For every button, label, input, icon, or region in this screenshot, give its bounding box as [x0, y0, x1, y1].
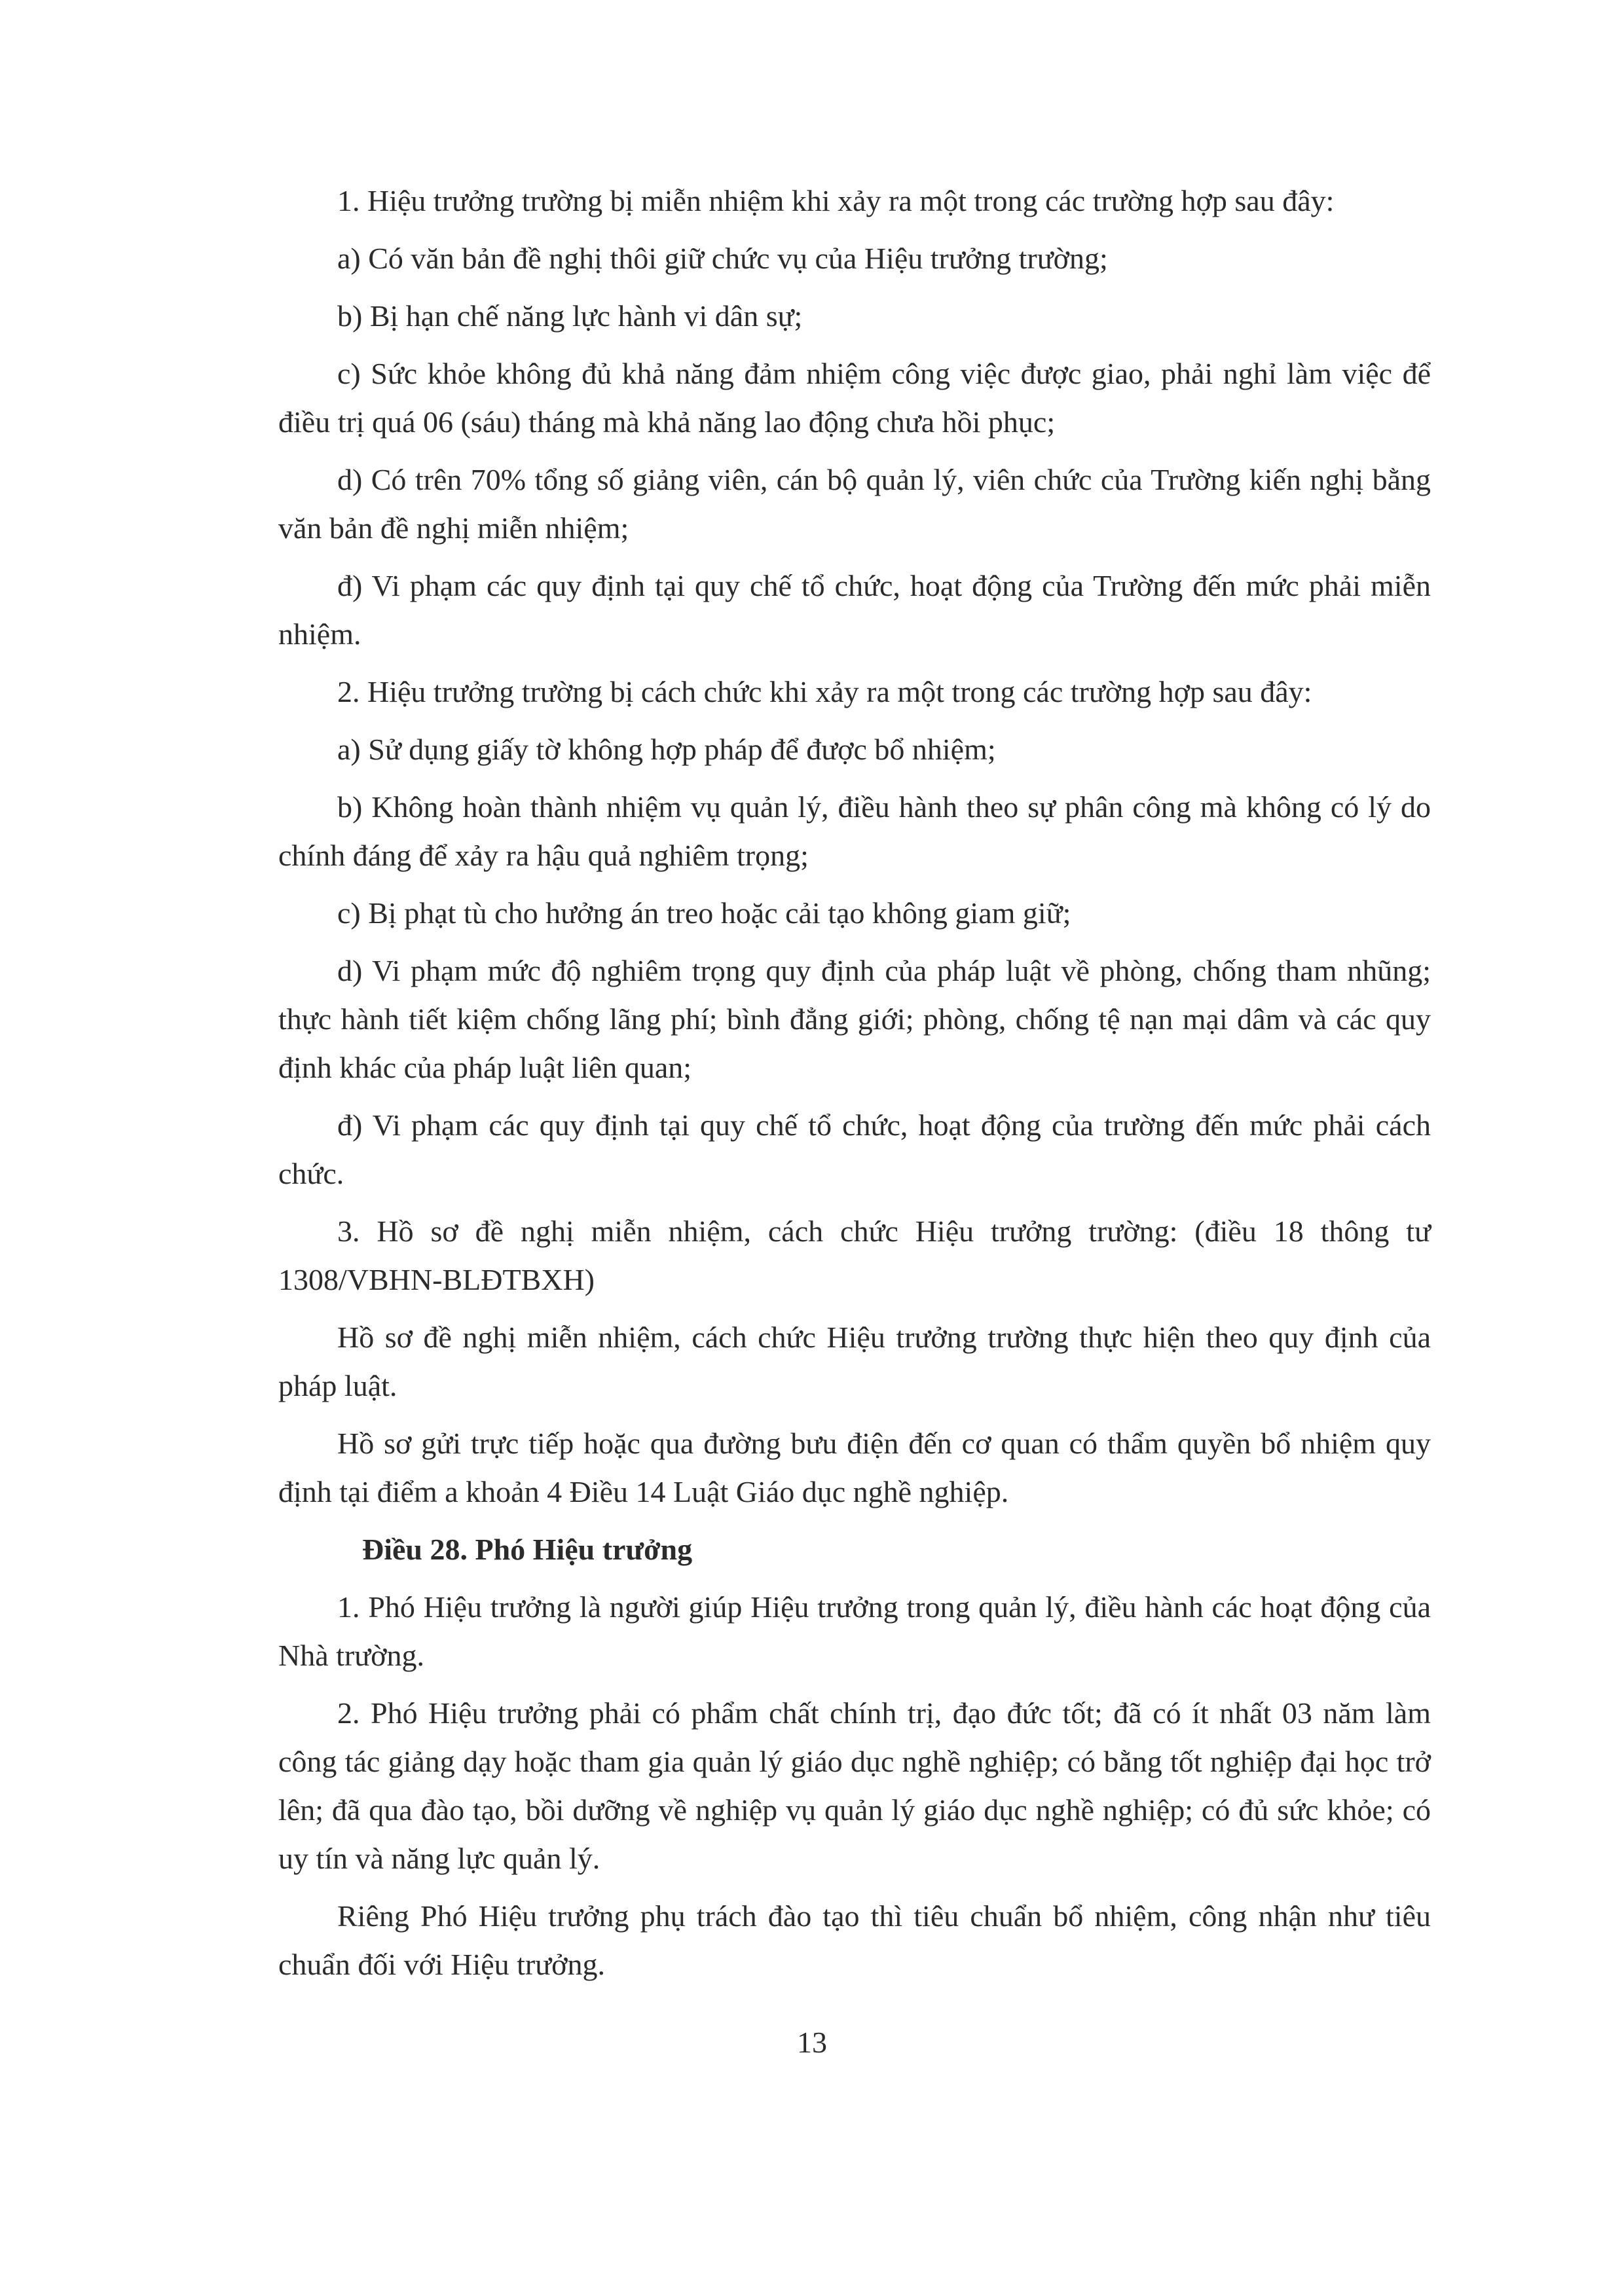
paragraph-dismissal-b: b) Bị hạn chế năng lực hành vi dân sự; — [337, 299, 803, 333]
document-body — [278, 177, 1431, 1998]
paragraph-dismissal-d: d) Có trên 70% tổng số giảng viên, cán bộ quản lý, viên chức của Trường kiến nghị bằng văn bản đề nghị miễn nhiệm; — [278, 463, 1431, 545]
paragraph-vice-principal-requirements: 2. Phó Hiệu trưởng phải có phẩm chất chính trị, đạo đức tốt; đã có ít nhất 03 năm làm công tác giảng dạy hoặc tham gia quản lý giáo dục nghề nghiệp; có bằng tốt nghiệp đại học trở lên; đã qua đào tạo, bồi dưỡng về nghiệp vụ quản lý giáo dục nghề nghiệp; có đủ sức khỏe; có uy tín và năng lực quản lý. — [278, 1696, 1431, 1875]
paragraph-removal-dd: đ) Vi phạm các quy định tại quy chế tổ chức, hoạt động của trường đến mức phải cách chức. — [278, 1108, 1431, 1190]
paragraph-removal-b: b) Không hoàn thành nhiệm vụ quản lý, điều hành theo sự phân công mà không có lý do chính đáng để xảy ra hậu quả nghiêm trọng; — [278, 790, 1431, 872]
paragraph-removal-c: c) Bị phạt tù cho hưởng án treo hoặc cải tạo không giam giữ; — [337, 896, 1071, 930]
paragraph-dismissal-intro: 1. Hiệu trưởng trường bị miễn nhiệm khi xảy ra một trong các trường hợp sau đây: — [337, 184, 1335, 217]
paragraph-vice-principal-role: 1. Phó Hiệu trưởng là người giúp Hiệu trưởng trong quản lý, điều hành các hoạt động của Nhà trường. — [278, 1590, 1431, 1672]
paragraph-dossier-submission: Hồ sơ gửi trực tiếp hoặc qua đường bưu điện đến cơ quan có thẩm quyền bổ nhiệm quy định tại điểm a khoản 4 Điều 14 Luật Giáo dục nghề nghiệp. — [278, 1427, 1431, 1508]
paragraph-dossier-rule: Hồ sơ đề nghị miễn nhiệm, cách chức Hiệu trưởng trường thực hiện theo quy định của pháp luật. — [278, 1321, 1431, 1402]
paragraph-removal-a: a) Sử dụng giấy tờ không hợp pháp để được bổ nhiệm; — [337, 733, 996, 766]
paragraph-dismissal-a: a) Có văn bản đề nghị thôi giữ chức vụ của Hiệu trưởng trường; — [337, 242, 1108, 275]
paragraph-removal-intro: 2. Hiệu trưởng trường bị cách chức khi xảy ra một trong các trường hợp sau đây: — [337, 675, 1312, 708]
paragraph-dossier-heading: 3. Hồ sơ đề nghị miễn nhiệm, cách chức Hiệu trưởng trường: (điều 18 thông tư 1308/VBHN-BLĐTBXH) — [278, 1214, 1431, 1296]
page-number: 13 — [797, 2026, 827, 2059]
paragraph-removal-d: d) Vi phạm mức độ nghiêm trọng quy định của pháp luật về phòng, chống tham nhũng; thực hành tiết kiệm chống lãng phí; bình đẳng giới; phòng, chống tệ nạn mại dâm và các quy định khác của pháp luật liên quan; — [278, 954, 1431, 1084]
article-heading: Điều 28. Phó Hiệu trưởng — [362, 1533, 693, 1566]
paragraph-vice-principal-training: Riêng Phó Hiệu trưởng phụ trách đào tạo thì tiêu chuẩn bổ nhiệm, công nhận như tiêu chuẩn đối với Hiệu trưởng. — [278, 1899, 1431, 1981]
paragraph-dismissal-dd: đ) Vi phạm các quy định tại quy chế tổ chức, hoạt động của Trường đến mức phải miễn nhiệm. — [278, 569, 1431, 651]
paragraph-dismissal-c: c) Sức khỏe không đủ khả năng đảm nhiệm công việc được giao, phải nghỉ làm việc để điều trị quá 06 (sáu) tháng mà khả năng lao động chưa hồi phục; — [278, 357, 1431, 439]
